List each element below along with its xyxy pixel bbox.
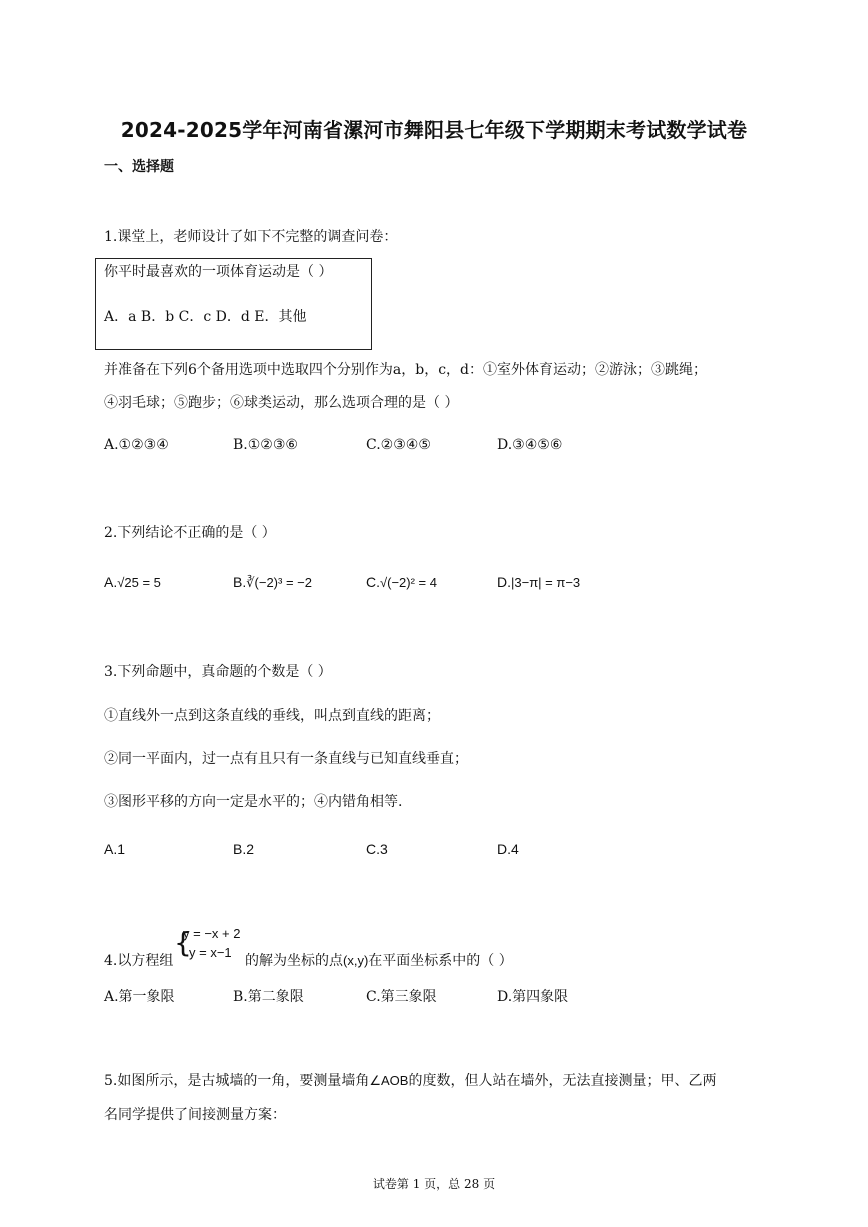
equation-2: y = x−1 [189, 945, 232, 960]
question-2-option-a [104, 574, 161, 591]
question-1-option-b: B.①②③⑥ [233, 437, 298, 453]
option-label: B. [233, 574, 247, 590]
question-3-statement-1: ①直线外一点到这条直线的垂线，叫点到直线的距离； [104, 708, 440, 724]
question-1-option-a: A.①②③④ [104, 437, 169, 453]
question-4-option-d: D.第四象限 [497, 989, 569, 1005]
question-2-option-b [233, 574, 312, 591]
question-1-stem: 1.课堂上，老师设计了如下不完整的调查问卷： [104, 229, 398, 245]
question-3-stem: 3.下列命题中，真命题的个数是（ ） [104, 664, 332, 680]
survey-question: 你平时最喜欢的一项体育运动是（ ） [104, 264, 333, 280]
math-expression: √25 = 5 [117, 575, 161, 590]
question-1-option-d: D.③④⑤⑥ [497, 437, 563, 453]
line-suffix: 的度数，但人站在墙外，无法直接测量；甲、乙两 [408, 1073, 717, 1089]
angle-expression: ∠AOB [369, 1073, 409, 1088]
question-1-text-line-1: 并准备在下列6个备用选项中选取四个分别作为a，b，c，d：①室外体育运动；②游泳；③跳绳； [104, 362, 708, 378]
option-label: C. [366, 574, 380, 590]
question-3-option-d: D.4 [497, 841, 519, 857]
stem-suffix: 在平面坐标系中的（ ） [368, 953, 513, 969]
question-1-text-line-2: ④羽毛球；⑤跑步；⑥球类运动，那么选项合理的是（ ） [104, 395, 459, 411]
equation-1: y = −x + 2 [183, 926, 241, 941]
equation-system-brace: { [174, 926, 192, 959]
point-expression: (x,y) [343, 953, 369, 968]
stem-middle: 的解为坐标的点 [245, 953, 343, 969]
question-4-stem [245, 950, 513, 972]
question-3-option-b: B.2 [233, 841, 255, 857]
question-4-option-a: A.第一象限 [104, 989, 175, 1005]
math-expression: |3−π| = π−3 [511, 575, 581, 590]
question-3-option-c: C.3 [366, 841, 388, 857]
question-5-line-1 [104, 1070, 716, 1092]
section-heading: 一、选择题 [104, 159, 174, 175]
survey-options: A．a B．b C．c D．d E．其他 [104, 309, 307, 325]
option-label: D. [497, 574, 511, 590]
math-expression: ∛(−2)³ = −2 [246, 575, 312, 590]
question-4-stem-prefix: 4.以方程组 [104, 953, 174, 969]
page-footer: 试卷第 1 页，总 28 页 [372, 1177, 496, 1191]
question-2-option-c [366, 574, 437, 591]
question-2-option-d [497, 574, 580, 591]
line-prefix: 5.如图所示，是古城墙的一角，要测量墙角 [104, 1073, 370, 1089]
question-4-option-c: C.第三象限 [366, 989, 437, 1005]
math-expression: √(−2)² = 4 [380, 575, 437, 590]
question-1-option-c: C.②③④⑤ [366, 437, 431, 453]
question-2-stem: 2.下列结论不正确的是（ ） [104, 525, 276, 541]
question-3-statement-3: ③图形平移的方向一定是水平的；④内错角相等. [104, 794, 403, 810]
question-4-option-b: B.第二象限 [233, 989, 304, 1005]
question-3-option-a: A.1 [104, 841, 126, 857]
question-3-statement-2: ②同一平面内，过一点有且只有一条直线与已知直线垂直； [104, 751, 468, 767]
question-5-line-2: 名同学提供了间接测量方案： [104, 1107, 286, 1123]
option-label: A. [104, 574, 118, 590]
page-title: 2024-2025学年河南省漯河市舞阳县七年级下学期期末考试数学试卷 [120, 118, 748, 142]
